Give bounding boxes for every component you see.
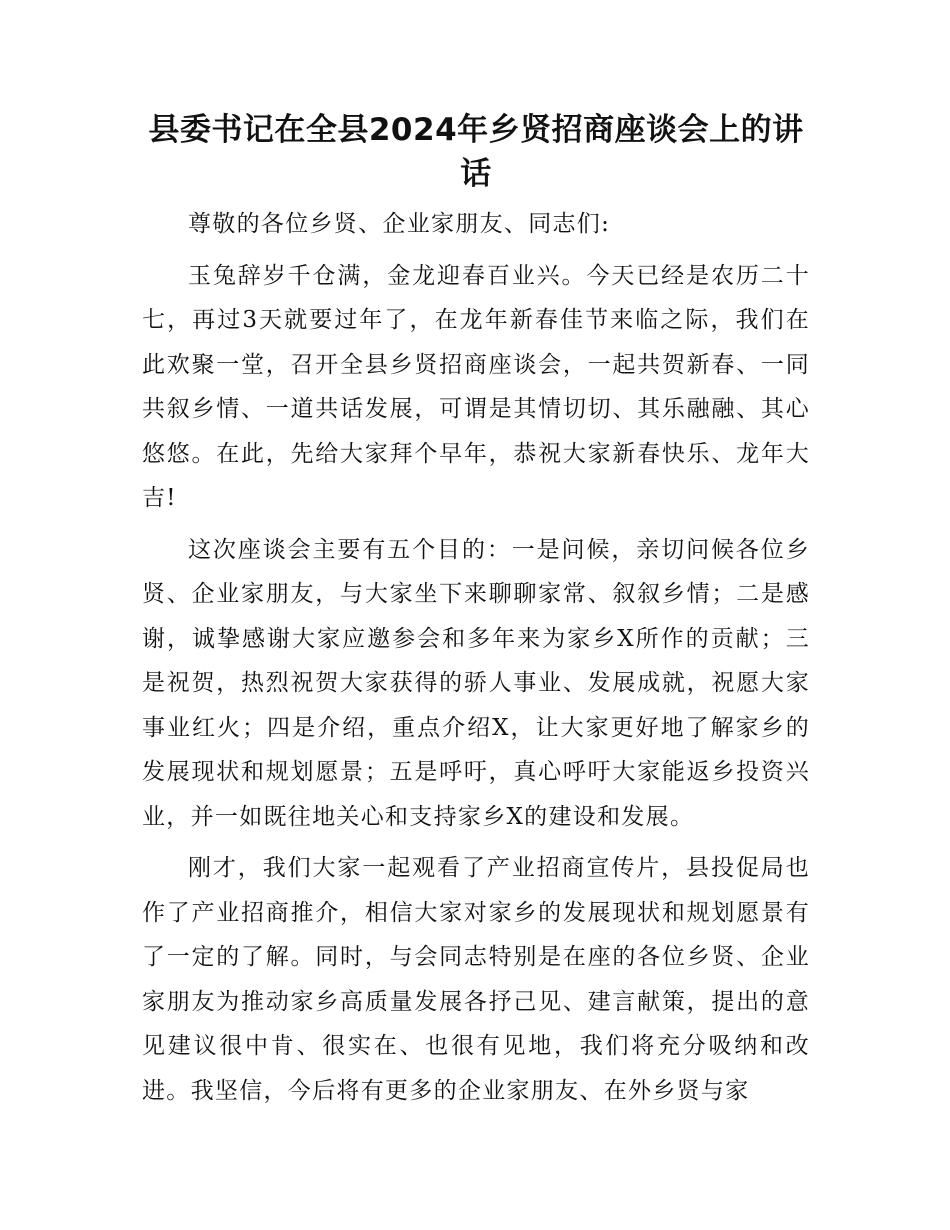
paragraph-2: 这次座谈会主要有五个目的：一是问候，亲切问候各位乡贤、企业家朋友，与大家坐下来聊聊家常、叙叙乡情；二是感谢，诚挚感谢大家应邀参会和多年来为家乡X所作的贡献；三是祝贺，热烈祝贺大家获得的骄人事业、发展成就，祝愿大家事业红火；四是介绍，重点介绍X，让大家更好地了解家乡的发展现状和规划愿景；五是呼吁，真心呼吁大家能返乡投资兴业，并一如既往地关心和支持家乡X的建设和发展。 [142,536,810,830]
document-title: 县委书记在全县2024年乡贤招商座谈会上的讲话 [148,112,804,192]
salutation: 尊敬的各位乡贤、企业家朋友、同志们: [188,211,611,237]
document-page [142,108,810,1120]
paragraph-1: 玉兔辞岁千仓满，金龙迎春百业兴。今天已经是农历二十七，再过3天就要过年了，在龙年新春佳节来临之际，我们在此欢聚一堂，召开全县乡贤招商座谈会，一起共贺新春、一同共叙乡情、一道共话发展，可谓是其情切切、其乐融融、其心悠悠。在此，先给大家拜个早年，恭祝大家新春快乐、龙年大吉! [142,262,810,511]
paragraph-3: 刚才，我们大家一起观看了产业招商宣传片，县投促局也作了产业招商推介，相信大家对家乡的发展现状和规划愿景有了一定的了解。同时，与会同志特别是在座的各位乡贤、企业家朋友为推动家乡高质量发展各抒己见、建言献策，提出的意见建议很中肯、很实在、也很有见地，我们将充分吸纳和改进。我坚信，今后将有更多的企业家朋友、在外乡贤与家 [142,855,810,1104]
